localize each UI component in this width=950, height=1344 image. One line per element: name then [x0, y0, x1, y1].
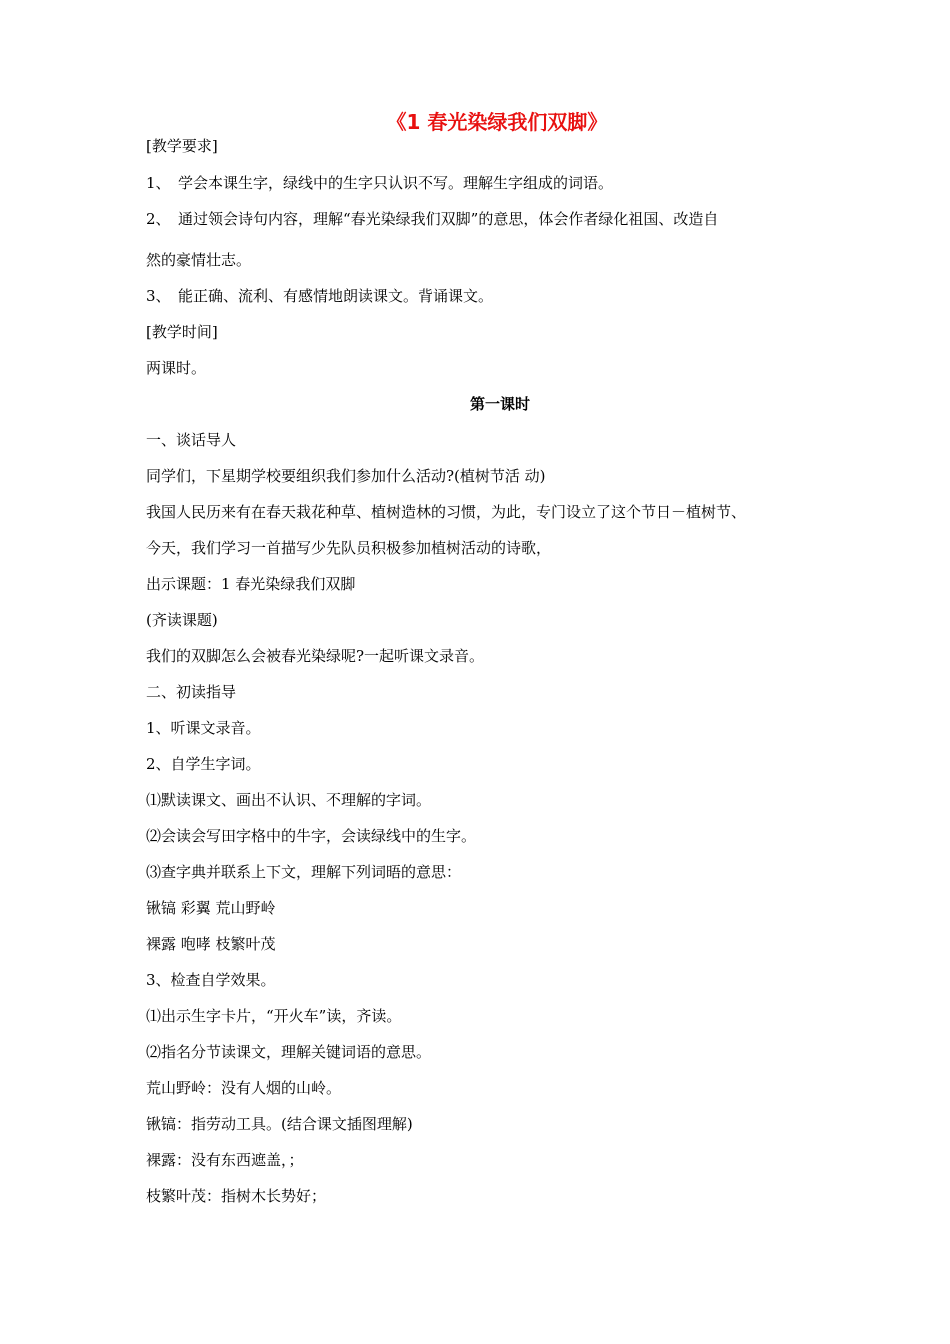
requirement-number: 1、: [146, 174, 171, 192]
body-line: ⑴默读课文、画出不认识、不理解的字词。: [146, 791, 432, 809]
body-line: 1、听课文录音。: [146, 719, 261, 737]
requirement-item-3: [146, 285, 493, 307]
body-line: 荒山野岭：没有人烟的山岭。: [146, 1079, 342, 1097]
document-title: 《1 春光染绿我们双脚》: [386, 110, 608, 134]
requirement-text: 能正确、流利、有感情地朗读课文。背诵课文。: [178, 287, 494, 305]
body-line: ⑴出示生字卡片，“开火车”读，齐读。: [146, 1007, 402, 1025]
requirement-text: 通过领会诗句内容，理解“春光染绿我们双脚”的意思，体会作者绿化祖国、改造自: [178, 210, 719, 228]
requirement-number: 3、: [146, 287, 171, 305]
body-line: 一、谈话导人: [146, 431, 237, 449]
body-line: 今天，我们学习一首描写少先队员积极参加植树活动的诗歌，: [146, 539, 552, 557]
body-line: 出示课题：1 春光染绿我们双脚: [146, 575, 356, 593]
body-line: 我们的双脚怎么会被春光染绿呢?一起听课文录音。: [146, 647, 485, 665]
body-line: 2、自学生字词。: [146, 755, 261, 773]
body-line: 枝繁叶茂：指树木长势好；: [146, 1187, 327, 1205]
body-line: 锹镐：指劳动工具。(结合课文插图理解): [146, 1115, 413, 1133]
requirement-item-2-continued: 然的豪情壮志。: [146, 251, 252, 269]
body-line: ⑵指名分节读课文，理解关键词语的意思。: [146, 1043, 432, 1061]
body-line: 二、初读指导: [146, 683, 237, 701]
time-value: 两课时。: [146, 359, 207, 377]
requirements-heading: [教学要求]: [146, 137, 218, 155]
body-line: 锹镐 彩翼 荒山野岭: [146, 899, 276, 917]
time-heading: [教学时间]: [146, 323, 218, 341]
body-line: 我国人民历来有在春天栽花种草、植树造林的习惯，为此，专门设立了这个节日－植树节、: [146, 503, 747, 521]
body-line: 同学们，下星期学校要组织我们参加什么活动?(植树节活 动): [146, 467, 546, 485]
body-line: 裸露：没有东西遮盖，；: [146, 1151, 304, 1169]
body-line: (齐读课题): [146, 611, 218, 629]
requirement-item-1: [146, 172, 613, 194]
body-line: ⑶查字典并联系上下文，理解下列词晤的意思：: [146, 863, 462, 881]
requirement-number: 2、: [146, 210, 171, 228]
requirement-text: 学会本课生字，绿线中的生字只认识不写。理解生字组成的词语。: [178, 174, 614, 192]
lesson-title: 第一课时: [469, 395, 530, 413]
body-line: 3、检查自学效果。: [146, 971, 276, 989]
requirement-item-2: [146, 208, 718, 230]
body-line: 裸露 咆哮 枝繁叶茂: [146, 935, 276, 953]
body-line: ⑵会读会写田字格中的牛字，会读绿线中的生字。: [146, 827, 477, 845]
